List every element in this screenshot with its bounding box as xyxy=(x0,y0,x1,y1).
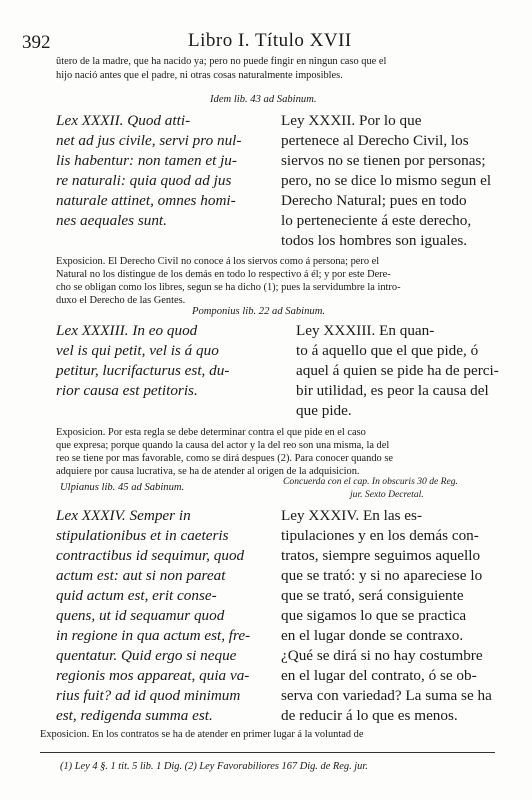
running-title: Libro I. Título XVII xyxy=(188,30,352,51)
spanish-line: serva con variedad? La suma se ha xyxy=(281,687,492,704)
exposition-line: duxo el Derecho de las Gentes. xyxy=(56,295,186,306)
footnotes: (1) Ley 4 §. 1 tit. 5 lib. 1 Dig. (2) Ley Favorabiliores 167 Dig. de Reg. jur. xyxy=(60,761,368,772)
exposition-line: adquiere por causa lucrativa, se ha de atender al origen de la adquisicion. xyxy=(56,466,360,477)
spanish-line: siervos no se tienen por personas; xyxy=(281,152,486,169)
latin-line: est, redigenda summa est. xyxy=(56,707,213,724)
exposition-line: Exposicion. Por esta regla se debe determinar contra el que pide en el caso xyxy=(56,427,366,438)
spanish-line: aquel á quien se pide ha de perci- xyxy=(296,362,499,379)
spanish-line: que se trató: y si no apareciese lo xyxy=(281,567,483,584)
spanish-line: en el lugar donde se contraxo. xyxy=(281,627,464,644)
exposition-line: Exposicion. En los contratos se ha de atender en primer lugar á la voluntad de xyxy=(40,729,364,740)
spanish-line: tratos, siempre seguimos aquello xyxy=(281,547,481,564)
source-citation: Idem lib. 43 ad Sabinum. xyxy=(210,94,317,105)
spanish-line: que pide. xyxy=(296,402,352,419)
latin-line: quentatur. Quid ergo si neque xyxy=(56,647,237,664)
spanish-line: Ley XXXII. Por lo que xyxy=(281,112,422,129)
spanish-line: lo perteneciente á este derecho, xyxy=(281,212,472,229)
concordance-note: Concuerda con el cap. In obscuris 30 de Reg. xyxy=(283,476,458,487)
latin-line: Lex XXXIII. In eo quod xyxy=(56,322,198,339)
latin-line: quens, ut id sequamur quod xyxy=(56,607,225,624)
latin-line: petitur, lucrifacturus est, du- xyxy=(56,362,230,379)
spanish-line: de reducir á lo que es menos. xyxy=(281,707,458,724)
exposition-line: Exposicion. El Derecho Civil no conoce á los siervos como á persona; pero el xyxy=(56,256,380,267)
latin-line: Lex XXXIV. Semper in xyxy=(56,507,191,524)
latin-line: quid actum est, erit conse- xyxy=(56,587,217,604)
spanish-line: que se trató, será consiguiente xyxy=(281,587,464,604)
exposition-line: cho se obligan como los libres, segun se ha dicho (1); pues la servidumbre la intro- xyxy=(56,282,401,293)
latin-line: vel is qui petit, vel is á quo xyxy=(56,342,219,359)
spanish-line: Ley XXXIII. En quan- xyxy=(296,322,435,339)
spanish-line: que sigamos lo que se practica xyxy=(281,607,467,624)
spanish-line: to á aquello que el que pide, ó xyxy=(296,342,479,359)
latin-line: contractibus id sequimur, quod xyxy=(56,547,245,564)
latin-line: net ad jus civile, servi pro nul- xyxy=(56,132,242,149)
exposition-line: reo se tiene por mas favorable, como se dirá despues (2). Para conocer quando se xyxy=(56,453,393,464)
spanish-line: bir utilidad, es peor la causa del xyxy=(296,382,489,399)
spanish-line: pero, no se dice lo mismo segun el xyxy=(281,172,492,189)
intro-line: ûtero de la madre, que ha nacido ya; pero no puede fingir en ningun caso que el xyxy=(56,56,387,67)
spanish-line: en el lugar del contrato, ó se ob- xyxy=(281,667,477,684)
source-citation: Pomponius lib. 22 ad Sabinum. xyxy=(192,306,326,317)
concordance-note: jur. Sexto Decretal. xyxy=(350,489,424,500)
latin-line: naturale attinet, omnes homi- xyxy=(56,192,236,209)
source-citation: Ulpianus lib. 45 ad Sabinum. xyxy=(60,482,185,493)
page-number: 392 xyxy=(22,32,51,53)
latin-line: regionis mos appareat, quia va- xyxy=(56,667,250,684)
spanish-line: Ley XXXIV. En las es- xyxy=(281,507,423,524)
latin-line: re naturali: quia quod ad jus xyxy=(56,172,232,189)
latin-line: rior causa est petitoris. xyxy=(56,382,198,399)
spanish-line: Derecho Natural; pues en todo xyxy=(281,192,467,209)
latin-line: lis habentur: non tamen et ju- xyxy=(56,152,237,169)
exposition-line: Natural no los distingue de los demás en todo lo respectivo á él; y por este Dere- xyxy=(56,269,391,280)
spanish-line: ¿Qué se dirá si no hay costumbre xyxy=(281,647,483,664)
footnote-rule xyxy=(40,752,495,753)
spanish-line: todos los hombres son iguales. xyxy=(281,232,468,249)
spanish-line: tipulaciones y en los demás con- xyxy=(281,527,479,544)
latin-line: actum est: aut si non pareat xyxy=(56,567,226,584)
spanish-line: pertenece al Derecho Civil, los xyxy=(281,132,469,149)
latin-line: rius fuit? ad id quod minimum xyxy=(56,687,241,704)
latin-line: in regione in qua actum est, fre- xyxy=(56,627,251,644)
intro-line: hijo nació antes que el padre, ni otras cosas naturalmente imposibles. xyxy=(56,70,343,81)
latin-line: Lex XXXII. Quod atti- xyxy=(56,112,191,129)
latin-line: nes aequales sunt. xyxy=(56,212,167,229)
exposition-line: que expresa; porque quando la causa del actor y la del reo son una misma, la del xyxy=(56,440,390,451)
latin-line: stipulationibus et in caeteris xyxy=(56,527,229,544)
